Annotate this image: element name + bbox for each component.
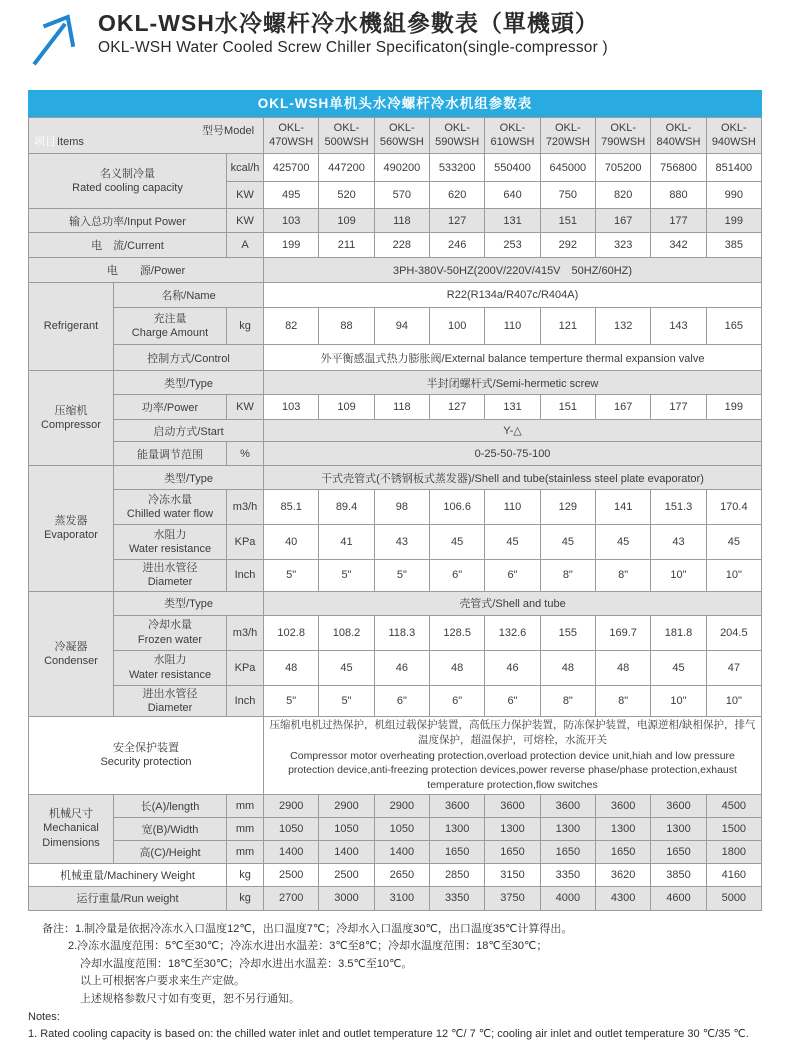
input-power-value: 151 — [540, 209, 595, 233]
evap-diameter-value: 8" — [596, 560, 651, 592]
items-label: 项目Items — [34, 136, 84, 148]
chilled-water-flow-value: 85.1 — [264, 490, 319, 525]
machinery-weight-value: 2500 — [319, 863, 374, 886]
frozen-water-label: 冷却水量 Frozen water — [114, 615, 227, 650]
chilled-water-flow-value: 141 — [596, 490, 651, 525]
cooling-kw-value: 750 — [540, 182, 595, 209]
cond-diameter-value: 10" — [651, 685, 706, 717]
unit-cell: % — [227, 442, 264, 466]
height-row — [29, 840, 762, 863]
cond-diameter-value: 6" — [485, 685, 540, 717]
model-header-cell: OKL- 790WSH — [596, 118, 651, 154]
cooling-kcal-value: 533200 — [430, 154, 485, 182]
chilled-water-flow-value: 89.4 — [319, 490, 374, 525]
length-value: 3600 — [596, 794, 651, 817]
compressor-power-value: 118 — [374, 395, 429, 420]
evap-diameter-value: 6" — [430, 560, 485, 592]
width-value: 1050 — [374, 817, 429, 840]
frozen-water-value: 169.7 — [596, 615, 651, 650]
run-weight-value: 4000 — [540, 886, 595, 910]
height-label: 高(C)/Height — [114, 840, 227, 863]
start-label: 启动方式/Start — [114, 420, 264, 442]
charge-amount-value: 110 — [485, 308, 540, 345]
cond-diameter-value: 8" — [540, 685, 595, 717]
cooling-kw-value: 495 — [264, 182, 319, 209]
charge-amount-label: 充注量 Charge Amount — [114, 308, 227, 345]
cond-diameter-row — [29, 685, 762, 717]
evap-water-resistance-value: 45 — [485, 525, 540, 560]
compressor-power-value: 109 — [319, 395, 374, 420]
cond-diameter-value: 5" — [264, 685, 319, 717]
machinery-weight-value: 2850 — [430, 863, 485, 886]
chilled-water-flow-value: 110 — [485, 490, 540, 525]
note-line: 以上可根据客户要求来生产定做。 — [80, 975, 245, 988]
unit-cell: KW — [227, 395, 264, 420]
evap-water-resistance-value: 45 — [540, 525, 595, 560]
cooling-kw-value: 820 — [596, 182, 651, 209]
unit-cell: mm — [227, 817, 264, 840]
length-value: 3600 — [540, 794, 595, 817]
input-power-label: 输入总功率/Input Power — [29, 209, 227, 233]
unit-cell: kcal/h — [227, 154, 264, 182]
model-header-cell: OKL- 500WSH — [319, 118, 374, 154]
machinery-weight-value: 2650 — [374, 863, 429, 886]
compressor-power-value: 131 — [485, 395, 540, 420]
unit-cell: KW — [227, 209, 264, 233]
evap-water-resistance-value: 45 — [430, 525, 485, 560]
cond-water-resistance-value: 48 — [596, 650, 651, 685]
width-value: 1050 — [264, 817, 319, 840]
machinery-weight-value: 3620 — [596, 863, 651, 886]
height-value: 1650 — [485, 840, 540, 863]
frozen-water-value: 102.8 — [264, 615, 319, 650]
cond-water-resistance-value: 45 — [319, 650, 374, 685]
evap-diameter-value: 5" — [374, 560, 429, 592]
spec-table — [28, 117, 762, 911]
notes-block — [28, 921, 762, 1044]
model-header-cell: OKL- 840WSH — [651, 118, 706, 154]
model-header-row — [29, 118, 762, 154]
cond-diameter-value: 6" — [374, 685, 429, 717]
width-value: 1300 — [430, 817, 485, 840]
length-value: 2900 — [374, 794, 429, 817]
length-row — [29, 794, 762, 817]
cooling-kw-value: 640 — [485, 182, 540, 209]
current-label: 电 流/Current — [29, 233, 227, 258]
frozen-water-value: 132.6 — [485, 615, 540, 650]
evap-water-resistance-row — [29, 525, 762, 560]
length-value: 3600 — [651, 794, 706, 817]
unit-cell: m3/h — [227, 615, 264, 650]
current-row — [29, 233, 762, 258]
evap-diameter-value: 5" — [264, 560, 319, 592]
security-protection-row — [29, 717, 762, 794]
height-value: 1800 — [706, 840, 761, 863]
energy-range-label: 能量调节范围 — [114, 442, 227, 466]
unit-cell: mm — [227, 840, 264, 863]
security-protection-text: 压缩机电机过热保护，机组过载保护装置，高低压力保护装置，防冻保护装置，电源逆相/缺相保护，排气温度保护，超温保护，可熔栓，水流开关 Compressor motor overheating protection,overload protection device unit,hiah and low pressure protection device,anti-freezing protection devices,power reverse phase/phase protection,exhaust temperature protection,flow switches — [264, 717, 762, 794]
cooling-label-cell: 名义制冷量 Rated cooling capacity — [29, 154, 227, 209]
unit-cell: kg — [227, 863, 264, 886]
height-value: 1400 — [319, 840, 374, 863]
frozen-water-value: 155 — [540, 615, 595, 650]
length-value: 2900 — [264, 794, 319, 817]
chilled-water-flow-value: 129 — [540, 490, 595, 525]
unit-cell: mm — [227, 794, 264, 817]
arrow-logo-icon — [30, 10, 84, 70]
cooling-kw-value: 620 — [430, 182, 485, 209]
chilled-water-flow-value: 106.6 — [430, 490, 485, 525]
cooling-kcal-value: 645000 — [540, 154, 595, 182]
start-value: Y-△ — [264, 420, 762, 442]
note-line-en: 1. Rated cooling capacity is based on: the chilled water inlet and outlet temperature 12 ℃/ 7 ℃; cooling air inlet and outlet temperature 30 ℃/35 ℃. — [28, 1028, 749, 1041]
height-value: 1650 — [651, 840, 706, 863]
cond-diameter-value: 5" — [319, 685, 374, 717]
model-header-cell: OKL- 720WSH — [540, 118, 595, 154]
energy-range-value: 0-25-50-75-100 — [264, 442, 762, 466]
power-supply-label: 电 源/Power — [29, 258, 264, 283]
cooling-kcal-value: 705200 — [596, 154, 651, 182]
charge-amount-value: 100 — [430, 308, 485, 345]
cond-water-resistance-row — [29, 650, 762, 685]
frozen-water-value: 181.8 — [651, 615, 706, 650]
evap-diameter-value: 6" — [485, 560, 540, 592]
frozen-water-value: 118.3 — [374, 615, 429, 650]
unit-cell: Inch — [227, 685, 264, 717]
charge-amount-value: 132 — [596, 308, 651, 345]
control-value: 外平衡感温式热力膨胀阀/External balance temperture thermal expansion valve — [264, 345, 762, 371]
compressor-power-label: 功率/Power — [114, 395, 227, 420]
cond-diameter-value: 8" — [596, 685, 651, 717]
cond-water-resistance-label: 水阻力 Water resistance — [114, 650, 227, 685]
condenser-type-value: 壳管式/Shell and tube — [264, 591, 762, 615]
evap-diameter-value: 8" — [540, 560, 595, 592]
compressor-type-value: 半封闭螺杆式/Semi-hermetic screw — [264, 371, 762, 395]
width-row — [29, 817, 762, 840]
run-weight-row — [29, 886, 762, 910]
chilled-water-flow-row — [29, 490, 762, 525]
width-value: 1300 — [651, 817, 706, 840]
length-value: 3600 — [430, 794, 485, 817]
power-supply-row — [29, 258, 762, 283]
cond-water-resistance-value: 46 — [374, 650, 429, 685]
evap-water-resistance-value: 43 — [374, 525, 429, 560]
power-supply-value: 3PH-380V-50HZ(200V/220V/415V 50HZ/60HZ) — [264, 258, 762, 283]
unit-cell: kg — [227, 308, 264, 345]
title-block — [98, 10, 608, 57]
note-line: 备注：1.制冷量是依据冷冻水入口温度12℃，出口温度7℃；冷却水入口温度30℃，出口温度35℃计算得出。 — [42, 922, 573, 935]
machinery-weight-value: 4160 — [706, 863, 761, 886]
evap-water-resistance-value: 41 — [319, 525, 374, 560]
security-protection-label: 安全保护装置 Security protection — [29, 717, 264, 794]
cooling-kw-value: 880 — [651, 182, 706, 209]
run-weight-value: 4600 — [651, 886, 706, 910]
evap-water-resistance-value: 45 — [596, 525, 651, 560]
input-power-value: 118 — [374, 209, 429, 233]
input-power-value: 109 — [319, 209, 374, 233]
cooling-kcal-value: 425700 — [264, 154, 319, 182]
input-power-value: 177 — [651, 209, 706, 233]
control-row — [29, 345, 762, 371]
frozen-water-value: 204.5 — [706, 615, 761, 650]
evap-diameter-label: 进出水管径 Diameter — [114, 560, 227, 592]
evaporator-section-label: 蒸发器 Evaporator — [29, 466, 114, 592]
unit-cell: KW — [227, 182, 264, 209]
current-value: 228 — [374, 233, 429, 258]
model-header-cell: OKL- 470WSH — [264, 118, 319, 154]
cond-diameter-label: 进出水管径 Diameter — [114, 685, 227, 717]
note-line: 2.冷冻水温度范围：5℃至30℃；冷冻水进出水温差：3℃至8℃；冷却水温度范围：18℃至30℃； — [68, 940, 548, 953]
note-line: 冷却水温度范围：18℃至30℃；冷却水进出水温差：3.5℃至10℃。 — [80, 957, 413, 970]
cooling-kcal-value: 851400 — [706, 154, 761, 182]
run-weight-value: 3350 — [430, 886, 485, 910]
cooling-kw-value: 990 — [706, 182, 761, 209]
evaporator-type-row — [29, 466, 762, 490]
condenser-type-label: 类型/Type — [114, 591, 264, 615]
current-value: 246 — [430, 233, 485, 258]
width-value: 1050 — [319, 817, 374, 840]
cond-water-resistance-value: 47 — [706, 650, 761, 685]
evaporator-type-label: 类型/Type — [114, 466, 264, 490]
current-value: 211 — [319, 233, 374, 258]
current-value: 199 — [264, 233, 319, 258]
chilled-water-flow-label: 冷冻水量 Chilled water flow — [114, 490, 227, 525]
unit-cell: A — [227, 233, 264, 258]
compressor-power-value: 199 — [706, 395, 761, 420]
compressor-power-value: 151 — [540, 395, 595, 420]
compressor-type-label: 类型/Type — [114, 371, 264, 395]
current-value: 292 — [540, 233, 595, 258]
cooling-kw-value: 570 — [374, 182, 429, 209]
notes-en-label: Notes: — [28, 1010, 60, 1023]
length-value: 4500 — [706, 794, 761, 817]
machinery-weight-value: 2500 — [264, 863, 319, 886]
cond-diameter-value: 6" — [430, 685, 485, 717]
refrigerant-name-label: 名称/Name — [114, 283, 264, 308]
machinery-weight-value: 3850 — [651, 863, 706, 886]
evaporator-type-value: 干式壳管式(不锈钢板式蒸发器)/Shell and tube(stainless steel plate evaporator) — [264, 466, 762, 490]
run-weight-value: 4300 — [596, 886, 651, 910]
evap-diameter-row — [29, 560, 762, 592]
input-power-value: 199 — [706, 209, 761, 233]
page-subtitle: OKL-WSH Water Cooled Screw Chiller Specificaton(single-compressor ) — [98, 39, 608, 57]
cond-water-resistance-value: 48 — [264, 650, 319, 685]
document-header — [30, 10, 762, 70]
cooling-kcal-value: 447200 — [319, 154, 374, 182]
model-header-cell: OKL- 560WSH — [374, 118, 429, 154]
model-header-cell: OKL- 610WSH — [485, 118, 540, 154]
compressor-section-label: 压缩机 Compressor — [29, 371, 114, 466]
machinery-weight-value: 3150 — [485, 863, 540, 886]
input-power-row — [29, 209, 762, 233]
compressor-power-value: 177 — [651, 395, 706, 420]
run-weight-label: 运行重量/Run weight — [29, 886, 227, 910]
machinery-weight-value: 3350 — [540, 863, 595, 886]
refrigerant-name-value: R22(R134a/R407c/R404A) — [264, 283, 762, 308]
length-value: 3600 — [485, 794, 540, 817]
cooling-kcal-value: 550400 — [485, 154, 540, 182]
height-value: 1650 — [596, 840, 651, 863]
control-label: 控制方式/Control — [114, 345, 264, 371]
evap-water-resistance-value: 40 — [264, 525, 319, 560]
input-power-value: 167 — [596, 209, 651, 233]
table-title-banner: OKL-WSH单机头水冷螺杆冷水机组参数表 — [28, 90, 762, 117]
machinery-weight-row — [29, 863, 762, 886]
charge-amount-value: 165 — [706, 308, 761, 345]
input-power-value: 103 — [264, 209, 319, 233]
unit-cell: KPa — [227, 525, 264, 560]
current-value: 323 — [596, 233, 651, 258]
length-value: 2900 — [319, 794, 374, 817]
start-row — [29, 420, 762, 442]
cooling-kcal-row — [29, 154, 762, 182]
energy-range-row — [29, 442, 762, 466]
items-model-corner-cell — [29, 118, 264, 154]
width-value: 1300 — [485, 817, 540, 840]
model-header-cell: OKL- 940WSH — [706, 118, 761, 154]
current-value: 342 — [651, 233, 706, 258]
length-label: 长(A)/length — [114, 794, 227, 817]
evap-water-resistance-value: 43 — [651, 525, 706, 560]
cond-water-resistance-value: 48 — [540, 650, 595, 685]
evap-diameter-value: 5" — [319, 560, 374, 592]
cond-water-resistance-value: 48 — [430, 650, 485, 685]
unit-cell: Inch — [227, 560, 264, 592]
height-value: 1650 — [540, 840, 595, 863]
height-value: 1400 — [264, 840, 319, 863]
run-weight-value: 5000 — [706, 886, 761, 910]
run-weight-value: 3000 — [319, 886, 374, 910]
page-title: OKL-WSH水冷螺杆冷水機組參數表（單機頭） — [98, 10, 599, 36]
current-value: 385 — [706, 233, 761, 258]
model-header-cell: OKL- 590WSH — [430, 118, 485, 154]
charge-amount-value: 121 — [540, 308, 595, 345]
frozen-water-row — [29, 615, 762, 650]
unit-cell: kg — [227, 886, 264, 910]
charge-amount-row — [29, 308, 762, 345]
charge-amount-value: 94 — [374, 308, 429, 345]
width-value: 1300 — [540, 817, 595, 840]
cooling-kcal-value: 490200 — [374, 154, 429, 182]
width-label: 宽(B)/Width — [114, 817, 227, 840]
refrigerant-name-row — [29, 283, 762, 308]
run-weight-value: 3100 — [374, 886, 429, 910]
evap-water-resistance-label: 水阻力 Water resistance — [114, 525, 227, 560]
frozen-water-value: 128.5 — [430, 615, 485, 650]
machinery-weight-label: 机械重量/Machinery Weight — [29, 863, 227, 886]
note-line: 上述规格参数尺寸如有变更，恕不另行通知。 — [80, 993, 300, 1005]
width-value: 1300 — [596, 817, 651, 840]
height-value: 1400 — [374, 840, 429, 863]
run-weight-value: 2700 — [264, 886, 319, 910]
width-value: 1500 — [706, 817, 761, 840]
charge-amount-value: 143 — [651, 308, 706, 345]
evap-diameter-value: 10" — [651, 560, 706, 592]
evap-diameter-value: 10" — [706, 560, 761, 592]
cond-water-resistance-value: 46 — [485, 650, 540, 685]
run-weight-value: 3750 — [485, 886, 540, 910]
unit-cell: m3/h — [227, 490, 264, 525]
compressor-power-value: 103 — [264, 395, 319, 420]
refrigerant-section-label: Refrigerant — [29, 283, 114, 371]
chilled-water-flow-value: 151.3 — [651, 490, 706, 525]
frozen-water-value: 108.2 — [319, 615, 374, 650]
cooling-kcal-value: 756800 — [651, 154, 706, 182]
compressor-power-value: 127 — [430, 395, 485, 420]
charge-amount-value: 88 — [319, 308, 374, 345]
cond-diameter-value: 10" — [706, 685, 761, 717]
dimensions-section-label: 机械尺寸 Mechanical Dimensions — [29, 794, 114, 863]
compressor-power-row — [29, 395, 762, 420]
current-value: 253 — [485, 233, 540, 258]
input-power-value: 127 — [430, 209, 485, 233]
compressor-power-value: 167 — [596, 395, 651, 420]
unit-cell: KPa — [227, 650, 264, 685]
cooling-kw-value: 520 — [319, 182, 374, 209]
chilled-water-flow-value: 98 — [374, 490, 429, 525]
height-value: 1650 — [430, 840, 485, 863]
compressor-type-row — [29, 371, 762, 395]
cond-water-resistance-value: 45 — [651, 650, 706, 685]
condenser-section-label: 冷凝器 Condenser — [29, 591, 114, 717]
chilled-water-flow-value: 170.4 — [706, 490, 761, 525]
input-power-value: 131 — [485, 209, 540, 233]
model-label: 型号Model — [202, 125, 255, 137]
condenser-type-row — [29, 591, 762, 615]
evap-water-resistance-value: 45 — [706, 525, 761, 560]
charge-amount-value: 82 — [264, 308, 319, 345]
